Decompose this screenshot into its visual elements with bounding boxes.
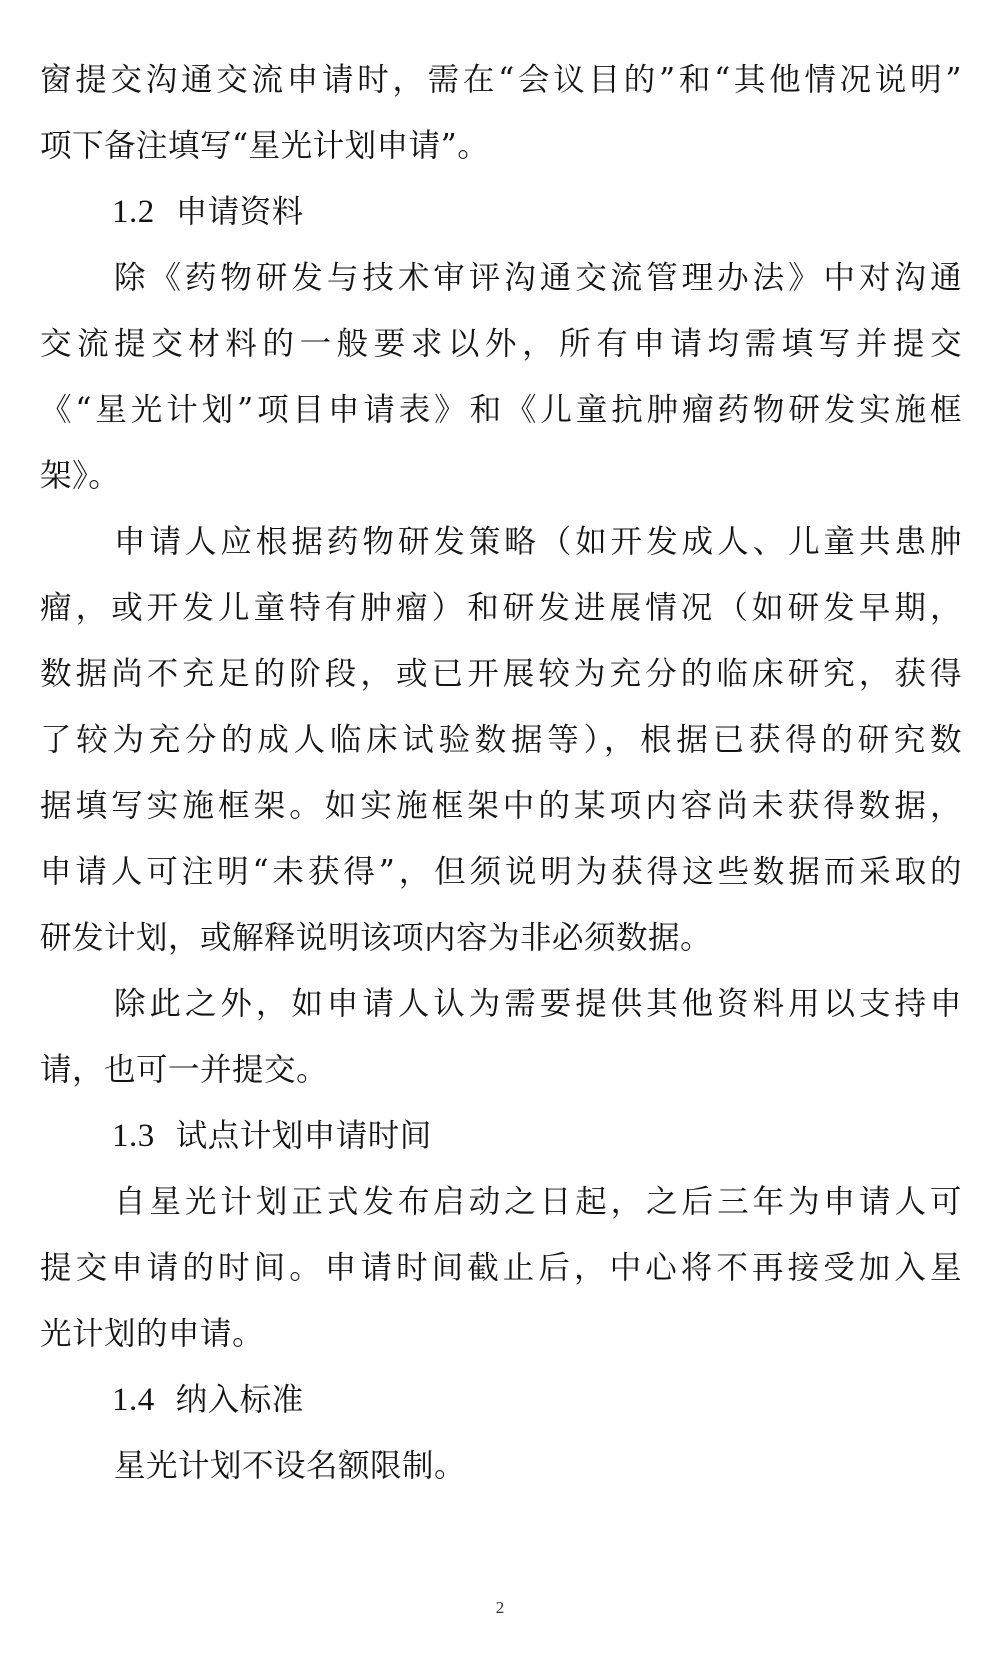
- text-line: 据填写实施框架。如实施框架中的某项内容尚未获得数据，: [40, 788, 962, 824]
- section-number: 1.3: [112, 1118, 155, 1154]
- text-line: 自星光计划正式发布启动之日起，之后三年为申请人可: [114, 1184, 962, 1220]
- section-heading-1-4: [40, 1372, 962, 1438]
- text-line: 提交申请的时间。申请时间截止后，中心将不再接受加入星: [40, 1250, 962, 1286]
- text-line: 光计划的申请。: [40, 1316, 265, 1352]
- text-line: 研发计划，或解释说明该项内容为非必须数据。: [40, 920, 713, 956]
- text-line: 窗提交沟通交流申请时，需在“会议目的”和“其他情况说明”: [40, 62, 962, 98]
- section-title: 纳入标准: [175, 1382, 304, 1418]
- section-title: 申请资料: [175, 194, 304, 230]
- text-line: 数据尚不充足的阶段，或已开展较为充分的临床研究，获得: [40, 656, 962, 692]
- text-line: 《“星光计划”项目申请表》和《儿童抗肿瘤药物研发实施框: [40, 392, 962, 428]
- section-number: 1.4: [112, 1382, 155, 1418]
- document-body: [40, 52, 962, 1504]
- text-line: 除《药物研发与技术审评沟通交流管理办法》中对沟通: [114, 260, 962, 296]
- text-line: 交流提交材料的一般要求以外，所有申请均需填写并提交: [40, 326, 962, 362]
- text-line: 申请人应根据药物研发策略（如开发成人、儿童共患肿: [114, 524, 962, 560]
- section-heading-1-2: [40, 184, 962, 250]
- section-title: 试点计划申请时间: [175, 1118, 432, 1154]
- section-number: 1.2: [112, 194, 155, 230]
- text-line: 了较为充分的成人临床试验数据等），根据已获得的研究数: [40, 722, 962, 758]
- text-line: 请，也可一并提交。: [40, 1052, 329, 1088]
- page-number: 2: [495, 1598, 505, 1617]
- text-line: 瘤，或开发儿童特有肿瘤）和研发进展情况（如研发早期，: [40, 590, 962, 626]
- section-heading-1-3: [40, 1108, 962, 1174]
- text-line: 申请人可注明“未获得”，但须说明为获得这些数据而采取的: [40, 854, 962, 890]
- text-line: 除此之外，如申请人认为需要提供其他资料用以支持申: [114, 986, 962, 1022]
- text-line: 架》。: [40, 458, 121, 494]
- text-line: 星光计划不设名额限制。: [114, 1448, 467, 1484]
- text-line: 项下备注填写“星光计划申请”。: [40, 128, 490, 164]
